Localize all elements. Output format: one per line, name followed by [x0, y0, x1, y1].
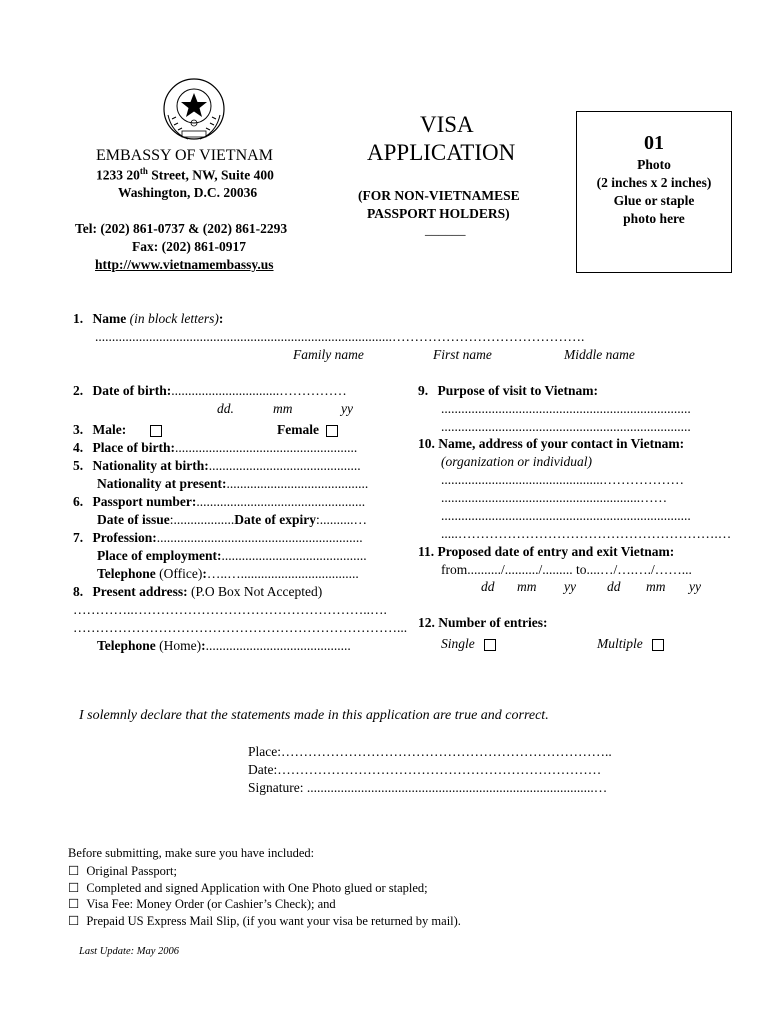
tel-office-row — [97, 566, 359, 582]
address-field-1[interactable]: …………..……………………………………………..…. — [73, 602, 387, 617]
name-label: Name — [92, 311, 127, 326]
street-name: Street, NW, Suite 400 — [147, 167, 274, 183]
contact-row — [418, 436, 684, 452]
name-number: 1. — [73, 311, 84, 326]
purpose-field-2[interactable]: .......................................................................... — [441, 419, 691, 434]
place-field[interactable]: Place:……………………………………………………………….. — [248, 744, 612, 759]
checklist-item-label: Prepaid US Express Mail Slip, (if you want your visa be returned by mail). — [86, 914, 461, 928]
issue-label: Date of issue — [97, 512, 170, 527]
embassy-url[interactable]: http://www.vietnamembassy.us — [95, 257, 274, 272]
dob-dd: dd. — [217, 401, 234, 416]
entry-label: Proposed date of entry and exit Vietnam: — [437, 544, 675, 559]
embassy-tel: Tel: (202) 861-0737 & (202) 861-2293 — [75, 221, 288, 236]
middle-name-label: Middle name — [564, 347, 635, 362]
passport-label: Passport number: — [92, 494, 197, 509]
photo-box — [576, 111, 732, 273]
declaration-text: I solemnly declare that the statements made in this application are true and correct. — [79, 708, 549, 723]
exit-dd: dd — [607, 579, 621, 594]
name-row — [73, 311, 223, 327]
last-update: Last Update: May 2006 — [79, 946, 180, 957]
nat-number: 5. — [73, 458, 84, 473]
single-label: Single — [441, 636, 475, 651]
street-suffix: th — [139, 166, 148, 176]
female-row — [277, 422, 338, 438]
tel-home-label: Telephone — [97, 638, 156, 653]
address-label: Present address: — [92, 584, 188, 599]
title-application: APPLICATION — [367, 140, 516, 165]
nat-birth-row — [73, 458, 361, 474]
purpose-row — [418, 383, 598, 399]
entries-number: 12. — [418, 615, 435, 630]
tel-home-paren: (Home) — [155, 638, 202, 653]
photo-label: Photo — [637, 157, 671, 172]
tel-office-label: Telephone — [97, 566, 156, 581]
date-field[interactable]: Date:……………………………………………………………… — [248, 762, 602, 777]
tel-office-field[interactable]: …..…................................... — [206, 566, 359, 581]
exit-yy: yy — [689, 579, 701, 594]
purpose-field-1[interactable]: .......................................................................... — [441, 401, 691, 416]
entry-number: 11. — [418, 544, 435, 559]
tel-office-colon: : — [202, 566, 207, 581]
tel-home-colon: : — [201, 638, 206, 653]
address-field-2[interactable]: ………………………………………………………………... — [73, 620, 408, 635]
dob-mm: mm — [273, 401, 293, 416]
contact-field-2[interactable]: ...........................................................…… — [441, 490, 668, 505]
dob-yy: yy — [341, 401, 353, 416]
checklist-item[interactable] — [68, 896, 336, 912]
profession-number: 7. — [73, 530, 84, 545]
checklist-item-label: Visa Fee: Money Order (or Cashier’s Check); and — [86, 897, 336, 911]
male-row — [73, 422, 162, 438]
nat-birth-label: Nationality at birth: — [92, 458, 209, 473]
tel-home-row — [97, 638, 351, 654]
dob-number: 2. — [73, 383, 84, 398]
contact-field-1[interactable]: ................................................……………… — [441, 472, 684, 487]
checklist-item-label: Completed and signed Application with One Photo glued or stapled; — [86, 881, 428, 895]
embassy-fax: Fax: (202) 861-0917 — [132, 239, 246, 254]
checklist-item[interactable] — [68, 863, 177, 879]
embassy-street — [96, 166, 274, 184]
issue-field[interactable]: :.................. — [169, 512, 235, 527]
title-rule: ______ — [425, 222, 466, 237]
entry-row — [418, 544, 674, 560]
tel-office-paren: (Office) — [155, 566, 203, 581]
exit-mm: mm — [646, 579, 666, 594]
single-checkbox[interactable] — [484, 639, 496, 651]
multiple-checkbox[interactable] — [652, 639, 664, 651]
pob-number: 4. — [73, 440, 84, 455]
passport-field[interactable]: .................................................. — [196, 494, 366, 509]
profession-label: Profession: — [92, 530, 157, 545]
employment-row — [97, 548, 367, 564]
checkbox-icon[interactable]: ☐ — [68, 881, 80, 895]
title-sub1: (FOR NON-VIETNAMESE — [358, 188, 520, 203]
checklist-item[interactable] — [68, 880, 428, 896]
contact-number: 10. — [418, 436, 435, 451]
contact-field-4[interactable]: .....………………………………………………….… — [441, 526, 732, 541]
title-sub2: PASSPORT HOLDERS) — [367, 206, 510, 221]
passport-row — [73, 494, 365, 510]
entries-row — [418, 615, 547, 631]
photo-number: 01 — [644, 132, 664, 154]
checkbox-icon[interactable]: ☐ — [68, 914, 80, 928]
nat-present-row — [97, 476, 368, 492]
entry-mm: mm — [517, 579, 537, 594]
address-row — [73, 584, 322, 600]
multiple-label: Multiple — [597, 636, 643, 651]
contact-hint: (organization or individual) — [441, 454, 592, 469]
checklist-item-label: Original Passport; — [86, 864, 177, 878]
name-colon: : — [218, 311, 224, 326]
entries-label: Number of entries: — [438, 615, 548, 630]
purpose-label: Purpose of visit to Vietnam: — [437, 383, 598, 398]
photo-glue: Glue or staple — [613, 193, 695, 208]
photo-here: photo here — [623, 211, 685, 226]
street-number: 1233 20 — [96, 167, 140, 183]
pob-label: Place of birth: — [92, 440, 175, 455]
profession-field[interactable]: ............................................................. — [156, 530, 363, 545]
address-number: 8. — [73, 584, 84, 599]
male-checkbox[interactable] — [150, 425, 162, 437]
female-label: Female — [277, 422, 319, 437]
nat-present-label: Nationality at present: — [97, 476, 227, 491]
dob-row — [73, 383, 347, 399]
contact-field-3[interactable]: .......................................................................... — [441, 508, 691, 523]
family-name-label: Family name — [293, 347, 364, 362]
profession-row — [73, 530, 363, 546]
male-label: Male: — [92, 422, 127, 437]
expiry-field[interactable]: :..........… — [316, 512, 368, 527]
checklist-intro: Before submitting, make sure you have included: — [68, 846, 315, 860]
employment-label: Place of employment: — [97, 548, 222, 563]
issue-row — [97, 512, 367, 528]
photo-size: (2 inches x 2 inches) — [596, 175, 712, 190]
checkbox-icon[interactable]: ☐ — [68, 897, 80, 911]
checklist-item[interactable] — [68, 913, 461, 929]
male-number: 3. — [73, 422, 84, 437]
title-visa: VISA — [420, 112, 474, 137]
dob-field[interactable]: ................................…………… — [171, 383, 347, 398]
vietnam-emblem-icon — [158, 75, 230, 147]
embassy-city: Washington, D.C. 20036 — [118, 185, 258, 200]
address-note: (P.O Box Not Accepted) — [187, 584, 323, 599]
entry-yy: yy — [564, 579, 576, 594]
nat-present-field[interactable]: .......................................... — [226, 476, 369, 491]
signature-field[interactable]: Signature: .....................................................................................… — [248, 780, 608, 795]
name-hint: (in block letters) — [129, 311, 219, 326]
nat-birth-field[interactable]: ............................................. — [208, 458, 361, 473]
entry-exit-field[interactable]: from........../........../......... to....…/….…./……... — [441, 562, 692, 577]
tel-home-field[interactable]: ........................................... — [205, 638, 351, 653]
pob-field[interactable]: ...................................................... — [174, 440, 358, 455]
dob-label: Date of birth: — [92, 383, 172, 398]
purpose-number: 9. — [418, 383, 429, 398]
first-name-label: First name — [433, 347, 492, 362]
checkbox-icon[interactable]: ☐ — [68, 864, 80, 878]
employment-field[interactable]: ........................................... — [221, 548, 367, 563]
single-option — [441, 636, 496, 652]
name-field[interactable]: ........................................................................................……………………………………. — [95, 329, 585, 344]
contact-label: Name, address of your contact in Vietnam: — [438, 436, 685, 451]
embassy-name: EMBASSY OF VIETNAM — [96, 147, 273, 164]
multiple-option — [597, 636, 664, 652]
expiry-label: Date of expiry — [234, 512, 316, 527]
female-checkbox[interactable] — [326, 425, 338, 437]
passport-number-num: 6. — [73, 494, 84, 509]
entry-dd: dd — [481, 579, 495, 594]
pob-row — [73, 440, 357, 456]
